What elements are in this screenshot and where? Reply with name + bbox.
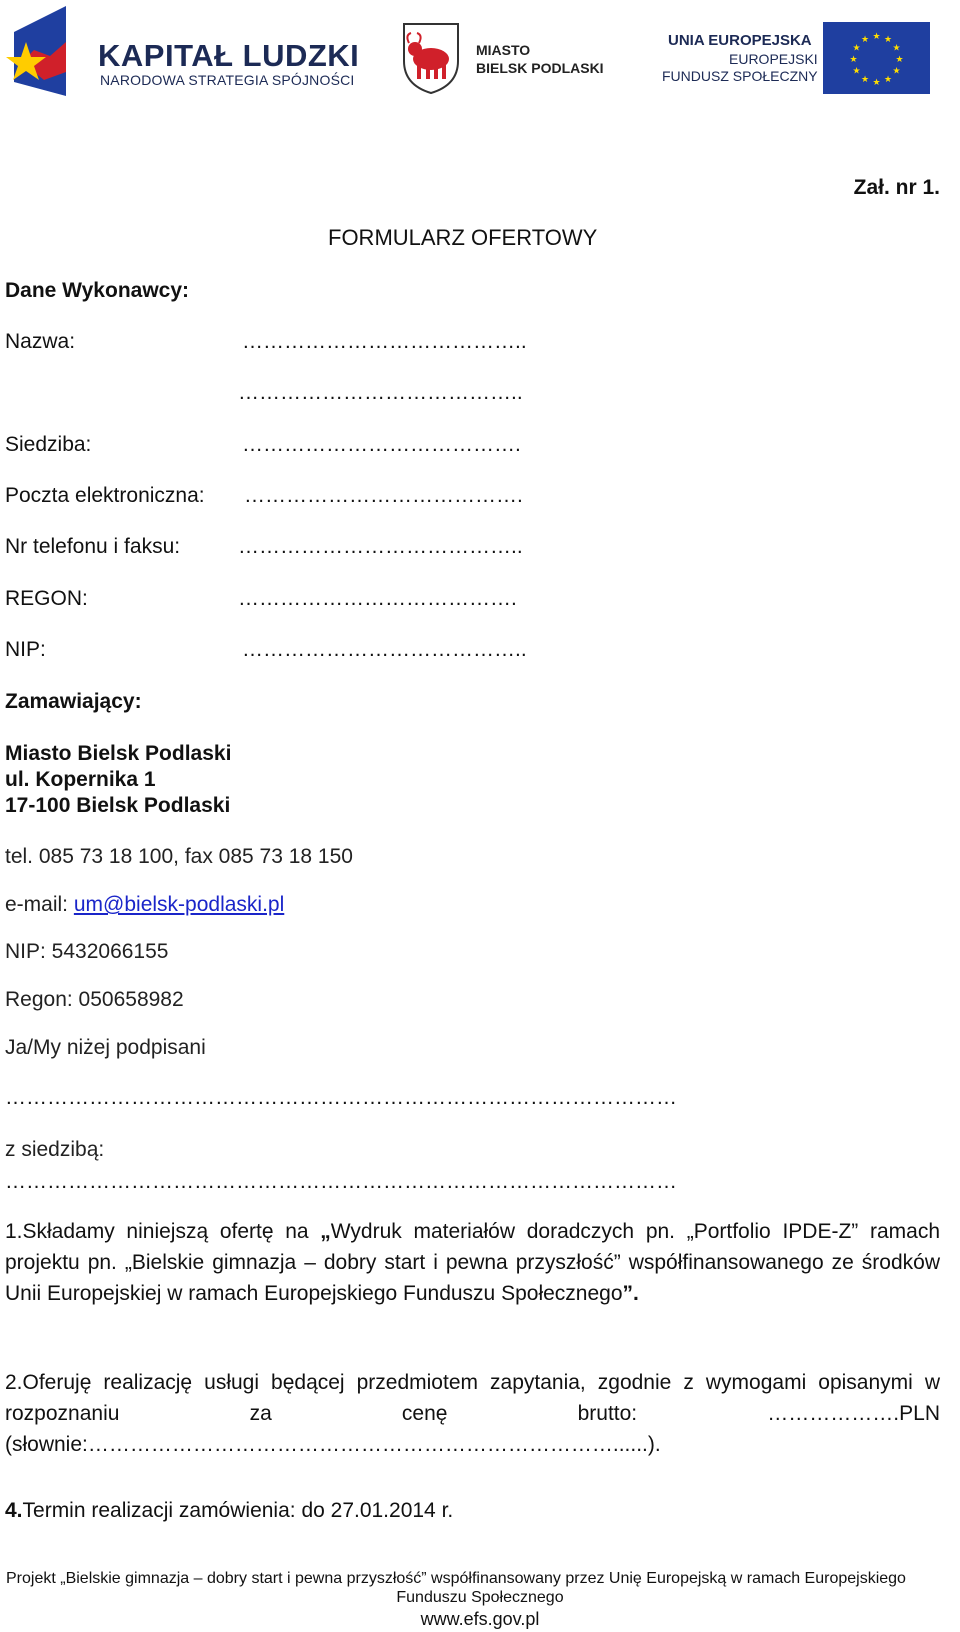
regon-label: REGON: — [5, 587, 88, 610]
regon-field[interactable]: …………………………………. — [238, 587, 517, 610]
point-2-paragraph: 2.Oferuję realizację usługi będącej przedmiotem zapytania, zgodnie z wymogami opisanymi w rozpoznaniu za cenę brutto: ……………….PLN (słownie:…………………………………………………………………......). — [5, 1371, 940, 1456]
email-label: Poczta elektroniczna: — [5, 484, 205, 507]
orderer-email-line — [5, 893, 284, 917]
contractor-heading: Dane Wykonawcy: — [5, 279, 190, 302]
point-1-close: ”. — [622, 1282, 639, 1305]
svg-text:★: ★ — [852, 66, 861, 77]
svg-text:★: ★ — [872, 78, 881, 88]
svg-text:★: ★ — [883, 35, 893, 45]
point-1-title: Wydruk materiałów doradczych pn. „Portfolio IPDE-Z” ramach projektu pn. „Bielskie gimnazja – dobry start i pewna przyszłość” współfinansowanego ze środków Unii Europejskiej w ramach Europejskiego Funduszu Społecznego — [5, 1220, 940, 1305]
orderer-name: Miasto Bielsk Podlaski — [5, 742, 232, 765]
name-field-line2[interactable]: ………………………………….. — [238, 381, 523, 404]
nip-field[interactable]: ………………………………….. — [242, 638, 527, 661]
point-4-paragraph — [5, 1499, 453, 1523]
orderer-nip: NIP: 5432066155 — [5, 940, 169, 963]
name-field[interactable]: ………………………………….. — [242, 330, 527, 353]
seat-label: Siedziba: — [5, 433, 92, 456]
city-name-line2: BIELSK PODLASKI — [476, 60, 604, 76]
footer-project-line: Projekt „Bielskie gimnazja – dobry start i pewna przyszłość” współfinansowany przez Unię Europejską w ramach Europejskiego — [6, 1570, 906, 1587]
city-crest-icon — [401, 21, 461, 95]
orderer-heading: Zamawiający: — [5, 690, 142, 713]
eu-logo-line1: UNIA EUROPEJSKA — [668, 32, 812, 49]
phone-field[interactable]: ………………………………….. — [238, 535, 523, 558]
svg-text:★: ★ — [852, 43, 861, 54]
kapital-ludzki-star-logo — [4, 2, 74, 112]
eu-logo-line2: EUROPEJSKI — [729, 51, 818, 67]
kapital-ludzki-subtitle: NARODOWA STRATEGIA SPÓJNOŚCI — [100, 72, 355, 88]
signers-seat-field[interactable]: …………………………………………………………………………………… — [5, 1170, 677, 1193]
point-4-number: 4. — [5, 1499, 23, 1522]
footer-url[interactable]: www.efs.gov.pl — [420, 1609, 540, 1629]
nip-label: NIP: — [5, 638, 46, 661]
email-prefix: e-mail: — [5, 893, 74, 916]
svg-text:★: ★ — [860, 75, 870, 85]
footer-fund-line: Funduszu Społecznego — [396, 1589, 564, 1606]
kapital-ludzki-title: KAPITAŁ LUDZKI — [98, 38, 360, 73]
orderer-street: ul. Kopernika 1 — [5, 768, 156, 791]
orderer-city: 17-100 Bielsk Podlaski — [5, 794, 231, 817]
signers-intro: Ja/My niżej podpisani — [5, 1036, 206, 1059]
svg-text:★: ★ — [872, 32, 881, 42]
seat-field[interactable]: …………………………………. — [242, 433, 521, 456]
phone-label: Nr telefonu i faksu: — [5, 535, 181, 558]
email-field[interactable]: …………………………………. — [244, 484, 523, 507]
eu-logo-line3: FUNDUSZ SPOŁECZNY — [662, 68, 818, 84]
city-name-line1: MIASTO — [476, 42, 531, 58]
svg-text:★: ★ — [892, 43, 901, 54]
svg-text:★: ★ — [849, 55, 858, 65]
svg-text:★: ★ — [892, 66, 901, 77]
orderer-phone: tel. 085 73 18 100, fax 085 73 18 150 — [5, 845, 353, 868]
svg-text:★: ★ — [860, 35, 870, 45]
page-title: FORMULARZ OFERTOWY — [328, 225, 598, 250]
orderer-email-link[interactable]: um@bielsk-podlaski.pl — [73, 893, 285, 916]
point-1-open-quote: „ — [320, 1220, 331, 1243]
svg-text:★: ★ — [895, 55, 904, 65]
point-4-text: Termin realizacji zamówienia: do 27.01.2014 r. — [22, 1499, 454, 1522]
attachment-number: Zał. nr 1. — [853, 176, 940, 199]
svg-text:★: ★ — [883, 75, 893, 85]
signers-seat-label: z siedzibą: — [5, 1138, 105, 1161]
point-1-paragraph — [5, 1216, 940, 1309]
name-label: Nazwa: — [5, 330, 76, 353]
orderer-regon: Regon: 050658982 — [5, 988, 184, 1011]
signers-name-field[interactable]: …………………………………………………………………………………… — [5, 1086, 677, 1109]
eu-flag-icon — [823, 22, 930, 94]
point-1-lead: 1.Składamy niniejszą ofertę na — [5, 1220, 321, 1243]
